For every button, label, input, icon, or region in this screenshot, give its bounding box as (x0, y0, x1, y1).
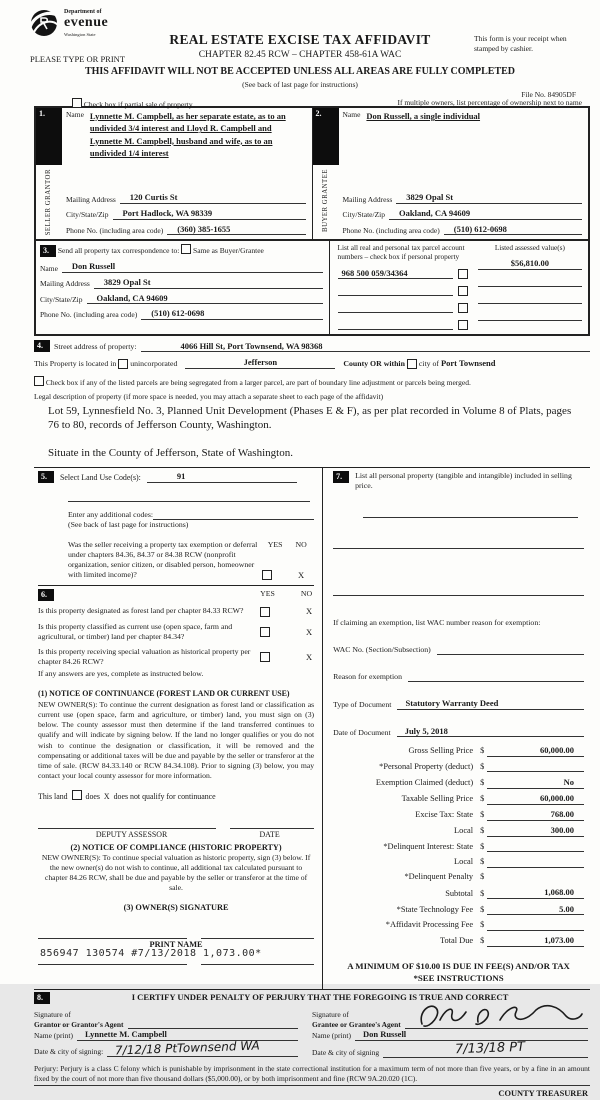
buyer-mailing-field (343, 192, 583, 204)
question-historical-marks (260, 647, 314, 667)
yes-header: YES (267, 539, 283, 549)
correspondence-line (40, 244, 323, 257)
fee-label: Local (454, 826, 474, 836)
exemption-question-row (68, 540, 314, 581)
parcel-number-value: 968 500 059/34364 (338, 268, 453, 280)
partial-sale-checkbox[interactable] (72, 98, 82, 108)
this-land-row (38, 790, 314, 802)
buyer-fields (339, 108, 589, 235)
city-value: Port Townsend (440, 358, 496, 369)
assessed-values-column (478, 243, 582, 330)
dollar-sign: $ (480, 904, 485, 914)
cashier-stamp: 856947 130574 #7/13/2018 1,073.00* (40, 948, 262, 959)
land-use-value: 91 (147, 471, 297, 483)
seller-phone-value: (360) 385-1655 (167, 224, 305, 236)
section-1-number: 1. (36, 108, 62, 119)
wac-number-label: WAC No. (Section/Subsection) (333, 645, 431, 655)
buyer-name-value: Don Russell, a single individual (366, 111, 481, 121)
fee-value: 300.00 (487, 825, 584, 837)
grantee-date-line (383, 1041, 588, 1058)
seller-section (36, 108, 313, 239)
yes-header: YES (260, 589, 275, 599)
parcels-block (329, 241, 588, 334)
street-address-label: Street address of property: (54, 342, 137, 352)
parcel-row (338, 285, 468, 296)
fee-label: *Delinquent Penalty (404, 872, 474, 882)
assessor-signature-lines (38, 828, 314, 829)
grantor-name-label: Name (print) (34, 1031, 73, 1041)
exemption-question-text: Was the seller receiving a property tax exemption or deferral under chapters 84.36, 84.37 or 84.38 RCW (nonprofit organization, senior citizen, or disabled person, homeowner with limited income)? (68, 539, 258, 580)
question-forest-land (38, 606, 314, 617)
multiple-owners-note: If multiple owners, list percentage of ownership next to name (397, 98, 582, 107)
logo-name-text: evenue (64, 15, 109, 31)
perjury-statement: Perjury: Perjury is a class C felony which is punishable by imprisonment in the state correctional institution for a maximum term of not more than five years, or by a fine in an amount fixed by the court of not more than five thousand dollars ($5,000.00), or by both imprisonment and fine (RCW 9A.20.020 (1C). (34, 1063, 590, 1083)
grantee-date-label: Date & city of signing (312, 1048, 380, 1058)
correspondence-block (36, 241, 329, 334)
owner-signature-line-1 (38, 938, 187, 939)
document-type-field (333, 698, 584, 710)
question-current-use (38, 622, 314, 642)
buyer-name-row (343, 110, 583, 122)
fee-value (487, 873, 584, 883)
print-name-lines (38, 964, 314, 965)
correspondence-label: Send all property tax correspondence to: (57, 246, 180, 256)
grantor-name-value: Lynnette M. Campbell (77, 1029, 298, 1041)
unincorporated-checkbox[interactable] (118, 359, 128, 369)
dollar-sign: $ (480, 778, 485, 787)
assessor-labels (38, 830, 314, 840)
section-7-header (333, 471, 584, 491)
additional-codes-label: Enter any additional codes: (68, 510, 154, 520)
section-2-number: 2. (313, 108, 339, 119)
does-not-x-mark: X (103, 792, 110, 802)
section-7-number: 7. (333, 471, 349, 483)
dollar-sign: $ (480, 794, 485, 804)
legal-description-value: Lot 59, Lynnesfield No. 3, Planned Unit Development (Phases E & F), as per plat recorded in Volume 8 of Plats, pages 76 to 80, records of Jefferson County, Washington. (48, 404, 572, 432)
corr-city-label: City/State/Zip (40, 294, 83, 304)
legal-description-label: Legal description of property (if more space is needed, you may attach a separate sheet to each page of the affidavit) (34, 392, 384, 402)
warning-text: THIS AFFIDAVIT WILL NOT BE ACCEPTED UNLESS ALL AREAS ARE FULLY COMPLETED (84, 66, 516, 77)
question-current-use-text: Is this property classified as current use (open space, farm and agricultural, or timber) land per chapter 84.34? (38, 621, 233, 641)
notice-continuance-title: (1) NOTICE OF CONTINUANCE (FOREST LAND OR CURRENT USE) (38, 689, 290, 699)
land-use-blank-line (68, 489, 310, 502)
fee-row-excise-state (333, 809, 584, 821)
dollar-sign: $ (480, 872, 485, 882)
exemption-no-answer: X (298, 569, 305, 580)
additional-codes-blank (153, 510, 314, 520)
corr-mailing-field (40, 277, 323, 289)
fee-label: Taxable Selling Price (401, 794, 474, 804)
fee-label: *Affidavit Processing Fee (385, 920, 474, 930)
forest-yes-checkbox[interactable] (260, 607, 270, 617)
parcel-number-blank (338, 302, 453, 313)
seller-phone-field (66, 224, 306, 236)
dollar-sign: $ (480, 841, 485, 851)
grantee-signature-icon (416, 998, 586, 1032)
dollar-sign: $ (480, 936, 485, 946)
fee-label: *State Technology Fee (396, 904, 474, 914)
fee-row-total-due (333, 935, 584, 947)
city-checkbox[interactable] (407, 359, 417, 369)
owner-signature-lines (38, 938, 314, 939)
see-back-note: (See back of last page for instructions) (68, 520, 189, 530)
grantor-signature-field (34, 1019, 298, 1029)
reason-exemption-value (408, 671, 584, 682)
print-name-line-1 (38, 964, 187, 965)
additional-codes-row (68, 510, 314, 520)
section-6-number: 6. (38, 589, 54, 601)
fee-label: Subtotal (445, 888, 474, 898)
assessed-value-blank (478, 293, 582, 304)
buyer-mailing-label: Mailing Address (342, 194, 393, 204)
fee-value: 60,000.00 (487, 793, 584, 805)
receipt-note: This form is your receipt when stamped by cashier. (474, 34, 567, 53)
does-checkbox[interactable] (72, 790, 82, 800)
county-or-within: County OR within (343, 359, 405, 369)
fee-value (487, 857, 584, 868)
fee-label: Excise Tax: State (415, 810, 474, 820)
segregated-note: Check box if any of the listed parcels are being segregated from a larger parcel, are part of boundary line adjustment or parcels being merged. (45, 377, 471, 387)
question-current-use-marks (260, 622, 314, 642)
question-forest-land-marks (260, 606, 314, 617)
corr-name-value: Don Russell (62, 261, 323, 273)
dollar-sign: $ (480, 888, 485, 898)
section-8 (34, 989, 590, 1100)
street-address-row (34, 340, 590, 352)
parcel-number-blank (338, 319, 453, 330)
dollar-sign: $ (480, 920, 485, 930)
parties-box (34, 106, 590, 336)
logo-state-text: Washington State (64, 31, 96, 37)
fee-row-delinquent-penalty (333, 872, 584, 883)
reason-exemption-label: Reason for exemption (333, 672, 402, 682)
grantee-signature-block (312, 1010, 590, 1058)
fee-label: *Personal Property (deduct) (379, 761, 474, 771)
partial-sale-label: Check box if partial sale of property (83, 100, 193, 109)
document-date-field (333, 726, 584, 738)
buyer-city-value: Oakland, CA 94609 (389, 208, 582, 220)
buyer-mailing-value: 3829 Opal St (396, 192, 582, 204)
fee-row-delinquent-local (333, 857, 584, 868)
corr-name-field (40, 261, 323, 273)
answers-yes-note: If any answers are yes, complete as instructed below. (38, 669, 204, 679)
fee-row-subtotal (333, 887, 584, 899)
grantee-sig-label-1: Signature of (312, 1009, 349, 1019)
located-in-row (34, 357, 590, 369)
seller-mailing-field (66, 192, 306, 204)
seller-side-label: SELLER GRANTOR (45, 169, 53, 236)
corr-city-value: Oakland, CA 94609 (87, 293, 323, 305)
fee-row-delinquent-state (333, 841, 584, 852)
land-use-label: Select Land Use Code(s): (60, 473, 141, 483)
located-prefix: This Property is located in (34, 359, 117, 369)
buyer-name-label: Name (342, 110, 361, 119)
dollar-sign: $ (480, 810, 485, 820)
seller-name-value: Lynnette M. Campbell, as her separate estate, as to an undivided 3/4 interest and Lloyd R. Campbell and Lynnette M. Campbell, husband and wife, as to an undivided 1/4 interest (89, 111, 286, 158)
logo-dept-text: Department of (64, 8, 102, 15)
this-land-prefix: This land (38, 792, 68, 802)
assessed-value-blank (478, 276, 582, 287)
fee-value (487, 761, 584, 772)
grantee-sig-label-2: Grantee or Grantee's Agent (312, 1019, 401, 1029)
exemption-claim-label: If claiming an exemption, list WAC number reason for exemption: (333, 618, 541, 628)
minimum-note-block (333, 961, 584, 985)
notice-compliance-title: (2) NOTICE OF COMPLIANCE (HISTORIC PROPERTY) (70, 842, 282, 852)
no-header: NO (295, 539, 307, 549)
fee-row-gross (333, 745, 584, 757)
section-2-black-block (313, 119, 339, 165)
file-number: File No. 84905DF (521, 90, 576, 99)
wac-number-value (437, 644, 584, 655)
corr-name-label: Name (40, 263, 58, 273)
grantor-date-field (34, 1037, 298, 1058)
fee-row-exemption-claimed (333, 777, 584, 789)
parcel-number-blank (338, 285, 453, 296)
question-historical (38, 647, 314, 667)
seller-sidebar (36, 108, 62, 235)
assessed-value-label: Listed assessed value(s) (494, 243, 565, 253)
document-date-label: Date of Document (333, 727, 391, 737)
historical-yes-checkbox[interactable] (260, 652, 270, 662)
grantor-date-label: Date & city of signing: (34, 1047, 104, 1057)
grantor-sig-label-1: Signature of (34, 1009, 71, 1019)
fee-label: *Delinquent Interest: State (383, 841, 474, 851)
segregated-checkbox[interactable] (34, 376, 44, 386)
fee-row-personal-property (333, 761, 584, 772)
assessed-value-1: $56,810.00 (478, 258, 582, 270)
dollar-sign: $ (480, 826, 485, 836)
seller-mailing-value: 120 Curtis St (120, 192, 306, 204)
section-5 (38, 471, 314, 586)
fee-value: 768.00 (487, 809, 584, 821)
grantor-date-handwriting: 7/12/18 PtTownsend WA (114, 1037, 261, 1058)
fee-value (487, 920, 584, 931)
parcel-row (338, 319, 468, 330)
unincorporated-label: unincorporated (130, 359, 178, 369)
buyer-city-label: City/State/Zip (342, 210, 385, 220)
parcel-row (338, 268, 468, 280)
does-not-label: does not qualify for continuance (113, 792, 216, 802)
certify-statement: I CERTIFY UNDER PENALTY OF PERJURY THAT THE FOREGOING IS TRUE AND CORRECT (131, 992, 509, 1003)
print-name-label: PRINT NAME (149, 939, 203, 949)
grantor-signature-block (34, 1010, 312, 1058)
fee-label: Gross Selling Price (408, 746, 474, 756)
reason-exemption-field (333, 671, 584, 682)
section-3 (36, 241, 588, 334)
buyer-phone-field (343, 224, 583, 236)
seller-fields (62, 108, 312, 235)
fee-value: 5.00 (487, 904, 584, 916)
seller-name-label: Name (66, 110, 84, 119)
buyer-section (313, 108, 589, 239)
form-subtitle: CHAPTER 82.45 RCW – CHAPTER 458-61A WAC (198, 50, 402, 60)
form-header (0, 0, 600, 109)
fee-value: 1,073.00 (487, 935, 584, 947)
corr-phone-field (40, 308, 323, 320)
city-of-label: city of (418, 359, 439, 369)
owners-signature-heading: (3) OWNER(S) SIGNATURE (123, 903, 229, 913)
no-header: NO (300, 589, 313, 599)
dollar-sign: $ (480, 746, 485, 756)
buyer-city-field (343, 208, 583, 220)
bottom-rule (34, 1085, 590, 1086)
situate-line: Situate in the County of Jefferson, State of Washington. (48, 447, 293, 460)
partial-sale-line (72, 98, 193, 109)
notice-continuance-body: NEW OWNER(S): To continue the current designation as forest land or classification as current use (open space, farm and agriculture, or timber) land, you must sign on (3) below. The county assessor must then determine if the land transferred continues to qualify and will indicate by signing below. If the land no longer qualifies or you do not wish to continue the designation or classification, it will be removed and the compensating or additional taxes will be due and payable by the seller or transferor at the time of sale. (RCW 84.33.140 or RCW 84.34.108). Prior to signing (3) below, you may contact your local county assessor for more information. (38, 699, 315, 781)
fee-value (487, 841, 584, 852)
section-6-header (38, 589, 314, 601)
section-8-number: 8. (34, 992, 50, 1004)
section-5-number: 5. (38, 471, 54, 483)
yes-column (262, 540, 288, 581)
fee-value: No (487, 777, 584, 789)
section-4 (34, 340, 590, 461)
assessor-date-label: DATE (259, 830, 280, 840)
grantee-date-field (312, 1041, 588, 1058)
grantee-name-label: Name (print) (312, 1031, 351, 1041)
fee-row-taxable (333, 793, 584, 805)
seller-city-value: Port Hadlock, WA 98339 (113, 208, 306, 220)
dollar-sign: $ (480, 857, 485, 867)
notice-compliance-body: NEW OWNER(S): To continue special valuation as historic property, sign (3) below. If the new owner(s) do not wish to continue, all additional tax calculated pursuant to chapter 84.26 RCW, shall be due and payable by the seller or transferor at the time of sale. (41, 853, 311, 893)
personal-property-line-1 (363, 507, 578, 518)
instructions-note: (See back of last page for instructions) (242, 80, 358, 89)
land-use-row (38, 471, 314, 483)
parcel-row (338, 302, 468, 313)
buyer-phone-label: Phone No. (including area code) (342, 225, 440, 235)
grantor-date-line (107, 1037, 298, 1058)
fee-row-technology (333, 904, 584, 916)
assessed-value-blank (478, 310, 582, 321)
parcel-list-label: List all real and personal tax parcel account numbers – check box if personal property (337, 243, 465, 262)
fee-table (333, 745, 584, 947)
buyer-sidebar (313, 108, 339, 235)
form-title: REAL ESTATE EXCISE TAX AFFIDAVIT (169, 32, 431, 47)
corr-phone-value: (510) 612-0698 (141, 308, 322, 320)
see-instructions-note: *SEE INSTRUCTIONS (413, 972, 504, 983)
lower-columns (34, 467, 590, 988)
buyer-side-label: BUYER GRANTEE (321, 169, 329, 232)
personal-property-line-3 (333, 585, 584, 596)
seller-buyer-row (36, 108, 588, 241)
forest-no-answer: X (305, 606, 313, 617)
current-use-yes-checkbox[interactable] (260, 627, 270, 637)
county-value: Jefferson (185, 357, 335, 369)
seller-city-label: City/State/Zip (66, 210, 109, 220)
seller-city-field (66, 208, 306, 220)
personal-property-checkbox-3[interactable] (458, 303, 468, 313)
corr-phone-label: Phone No. (including area code) (40, 310, 138, 320)
county-treasurer-label: COUNTY TREASURER (498, 1089, 588, 1099)
document-date-value: July 5, 2018 (397, 726, 584, 738)
fee-row-processing (333, 920, 584, 931)
fee-label: Exemption Claimed (deduct) (375, 778, 474, 787)
grantor-sig-label-2: Grantor or Grantor's Agent (34, 1019, 124, 1029)
fee-value: 60,000.00 (487, 745, 584, 757)
left-column (34, 468, 323, 988)
dollar-sign: $ (480, 761, 485, 771)
document-type-value: Statutory Warranty Deed (397, 698, 584, 710)
no-column (288, 540, 314, 581)
grantee-name-value: Don Russell (355, 1029, 588, 1041)
personal-property-heading: List all personal property (tangible and intangible) included in selling price. (355, 471, 572, 491)
minimum-fee-note: A MINIMUM OF $10.00 IS DUE IN FEE(S) AND/OR TAX (347, 960, 570, 971)
segregated-note-row (34, 376, 590, 387)
section-6-yesno-header (260, 589, 314, 599)
fee-value: 1,068.00 (487, 887, 584, 899)
personal-property-checkbox-4[interactable] (458, 320, 468, 330)
personal-property-line-2 (333, 538, 584, 549)
signatures-area (34, 1010, 590, 1058)
deputy-assessor-line (38, 828, 216, 829)
seller-name-row (66, 110, 306, 159)
section-4-number: 4. (34, 340, 50, 352)
deputy-assessor-label: DEPUTY ASSESSOR (95, 830, 168, 840)
corr-mailing-label: Mailing Address (40, 279, 90, 289)
personal-property-checkbox-2[interactable] (458, 286, 468, 296)
same-as-buyer-label: Same as Buyer/Grantee (193, 246, 264, 256)
street-address-value: 4066 Hill St, Port Townsend, WA 98368 (141, 341, 591, 353)
parcel-numbers-column (338, 243, 468, 330)
personal-property-checkbox-1[interactable] (458, 269, 468, 279)
does-label: does (85, 792, 100, 802)
buyer-phone-value: (510) 612-0698 (444, 224, 582, 236)
historical-no-answer: X (305, 651, 313, 662)
section-3-number: 3. (40, 245, 56, 257)
owner-signature-line-2 (201, 938, 314, 939)
right-column (323, 468, 590, 988)
question-historical-text: Is this property receiving special valuation as historical property per chapter 84.26 RCW? (38, 647, 251, 667)
grantor-signature-line (128, 1019, 298, 1029)
document-type-label: Type of Document (333, 699, 392, 709)
section-1-black-block (36, 119, 62, 165)
wac-number-field (333, 644, 584, 655)
assessor-date-line (230, 828, 315, 829)
corr-city-field (40, 293, 323, 305)
same-as-buyer-checkbox[interactable] (181, 244, 191, 254)
fee-label: Total Due (439, 936, 474, 946)
section-6 (38, 589, 314, 965)
fee-label: Local (454, 857, 474, 867)
corr-mailing-value: 3829 Opal St (94, 277, 323, 289)
exemption-yes-checkbox[interactable] (262, 570, 272, 580)
current-use-no-answer: X (305, 626, 313, 637)
question-forest-land-text: Is this property designated as forest land per chapter 84.33 RCW? (38, 606, 244, 616)
seller-phone-label: Phone No. (including area code) (66, 225, 164, 235)
seller-mailing-label: Mailing Address (66, 194, 116, 204)
fee-row-excise-local (333, 825, 584, 837)
type-or-print-note: PLEASE TYPE OR PRINT (30, 54, 126, 64)
print-name-line-2 (201, 964, 314, 965)
grantee-date-handwriting: 7/13/18 PT (454, 1039, 525, 1057)
